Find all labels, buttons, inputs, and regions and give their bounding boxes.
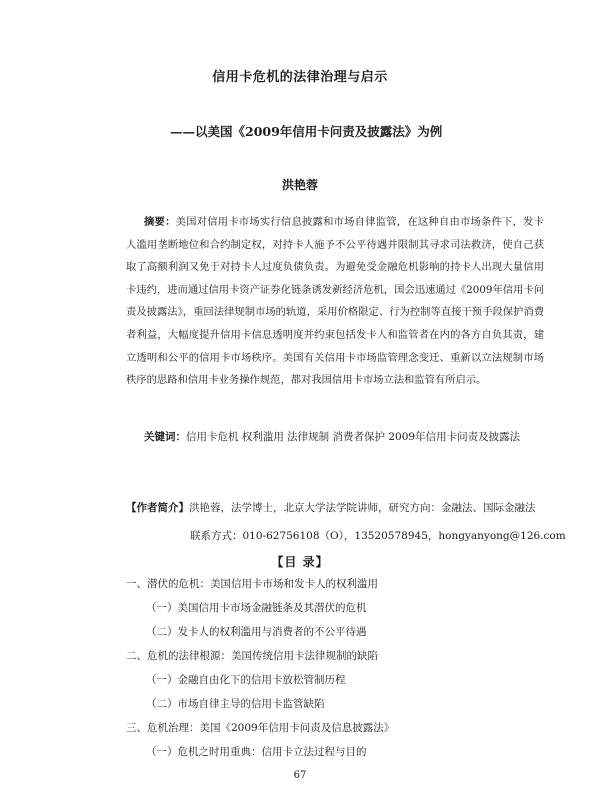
toc-item: （二）发卡人的权利滥用与消费者的不公平待遇: [146, 626, 367, 638]
toc-item: 三、危机治理：美国《2009年信用卡问责及信息披露法》: [126, 722, 395, 734]
toc-item: 二、危机的法律根源：美国传统信用卡法律规制的缺陷: [126, 650, 378, 662]
author-note: [126, 498, 566, 518]
author-note-text: 洪艳蓉，法学博士，北京大学法学院讲师，研究方向：金融法、国际金融法: [189, 502, 536, 514]
toc-heading: 【目 录】: [271, 555, 329, 569]
keywords-label: 关键词：: [144, 431, 186, 443]
toc-item: 一、潜伏的危机：美国信用卡市场和发卡人的权利滥用: [126, 578, 378, 590]
toc-item: （一）危机之时用重典：信用卡立法过程与目的: [146, 746, 367, 758]
abstract-label: 摘要：: [144, 216, 176, 228]
toc-item: （一）美国信用卡市场金融链条及其潜伏的危机: [146, 602, 367, 614]
toc-item: （一）金融自由化下的信用卡放松管制历程: [146, 674, 346, 686]
author-name: 洪艳蓉: [281, 178, 318, 192]
page-title: 信用卡危机的法律治理与启示: [212, 70, 388, 85]
keywords-text: 信用卡危机 权利滥用 法律规制 消费者保护 2009年信用卡问责及披露法: [186, 431, 521, 443]
abstract-text: 美国对信用卡市场实行信息披露和市场自律监管，在这种自由市场条件下，发卡人滥用垄断地位和合约制定权，对持卡人施予不公平待遇并限制其寻求司法救济，使自己获取了高额利润又免于对持卡人过度负债负责。为避免受金融危机影响的持卡人出现大量信用卡违约，进而通过信用卡资产证券化链条诱发新经济危机，国会迅速通过《2009年信用卡问责及披露法》，重回法律规制市场的轨道，采用价格限定、行为控制等直接干预手段保护消费者利益，大幅度提升信用卡信息透明度并约束包括发卡人和监管者在内的各方自负其责，建立透明和公平的信用卡市场秩序。美国有关信用卡市场监管理念变迁、重新以立法规制市场秩序的思路和信用卡业务操作规范，都对我国信用卡市场立法和监管有所启示。: [126, 216, 545, 387]
toc-item: （二）市场自律主导的信用卡监管缺陷: [146, 698, 325, 710]
author-contact: 联系方式：010-62756108（O），13520578945，hongyanyong@126.com: [190, 530, 566, 542]
keywords: [126, 426, 544, 448]
page-subtitle: ——以美国《2009年信用卡问责及披露法》为例: [170, 124, 443, 139]
abstract: [126, 211, 544, 392]
page-number: 67: [293, 770, 307, 781]
author-note-label: 【作者简介】: [126, 502, 189, 514]
